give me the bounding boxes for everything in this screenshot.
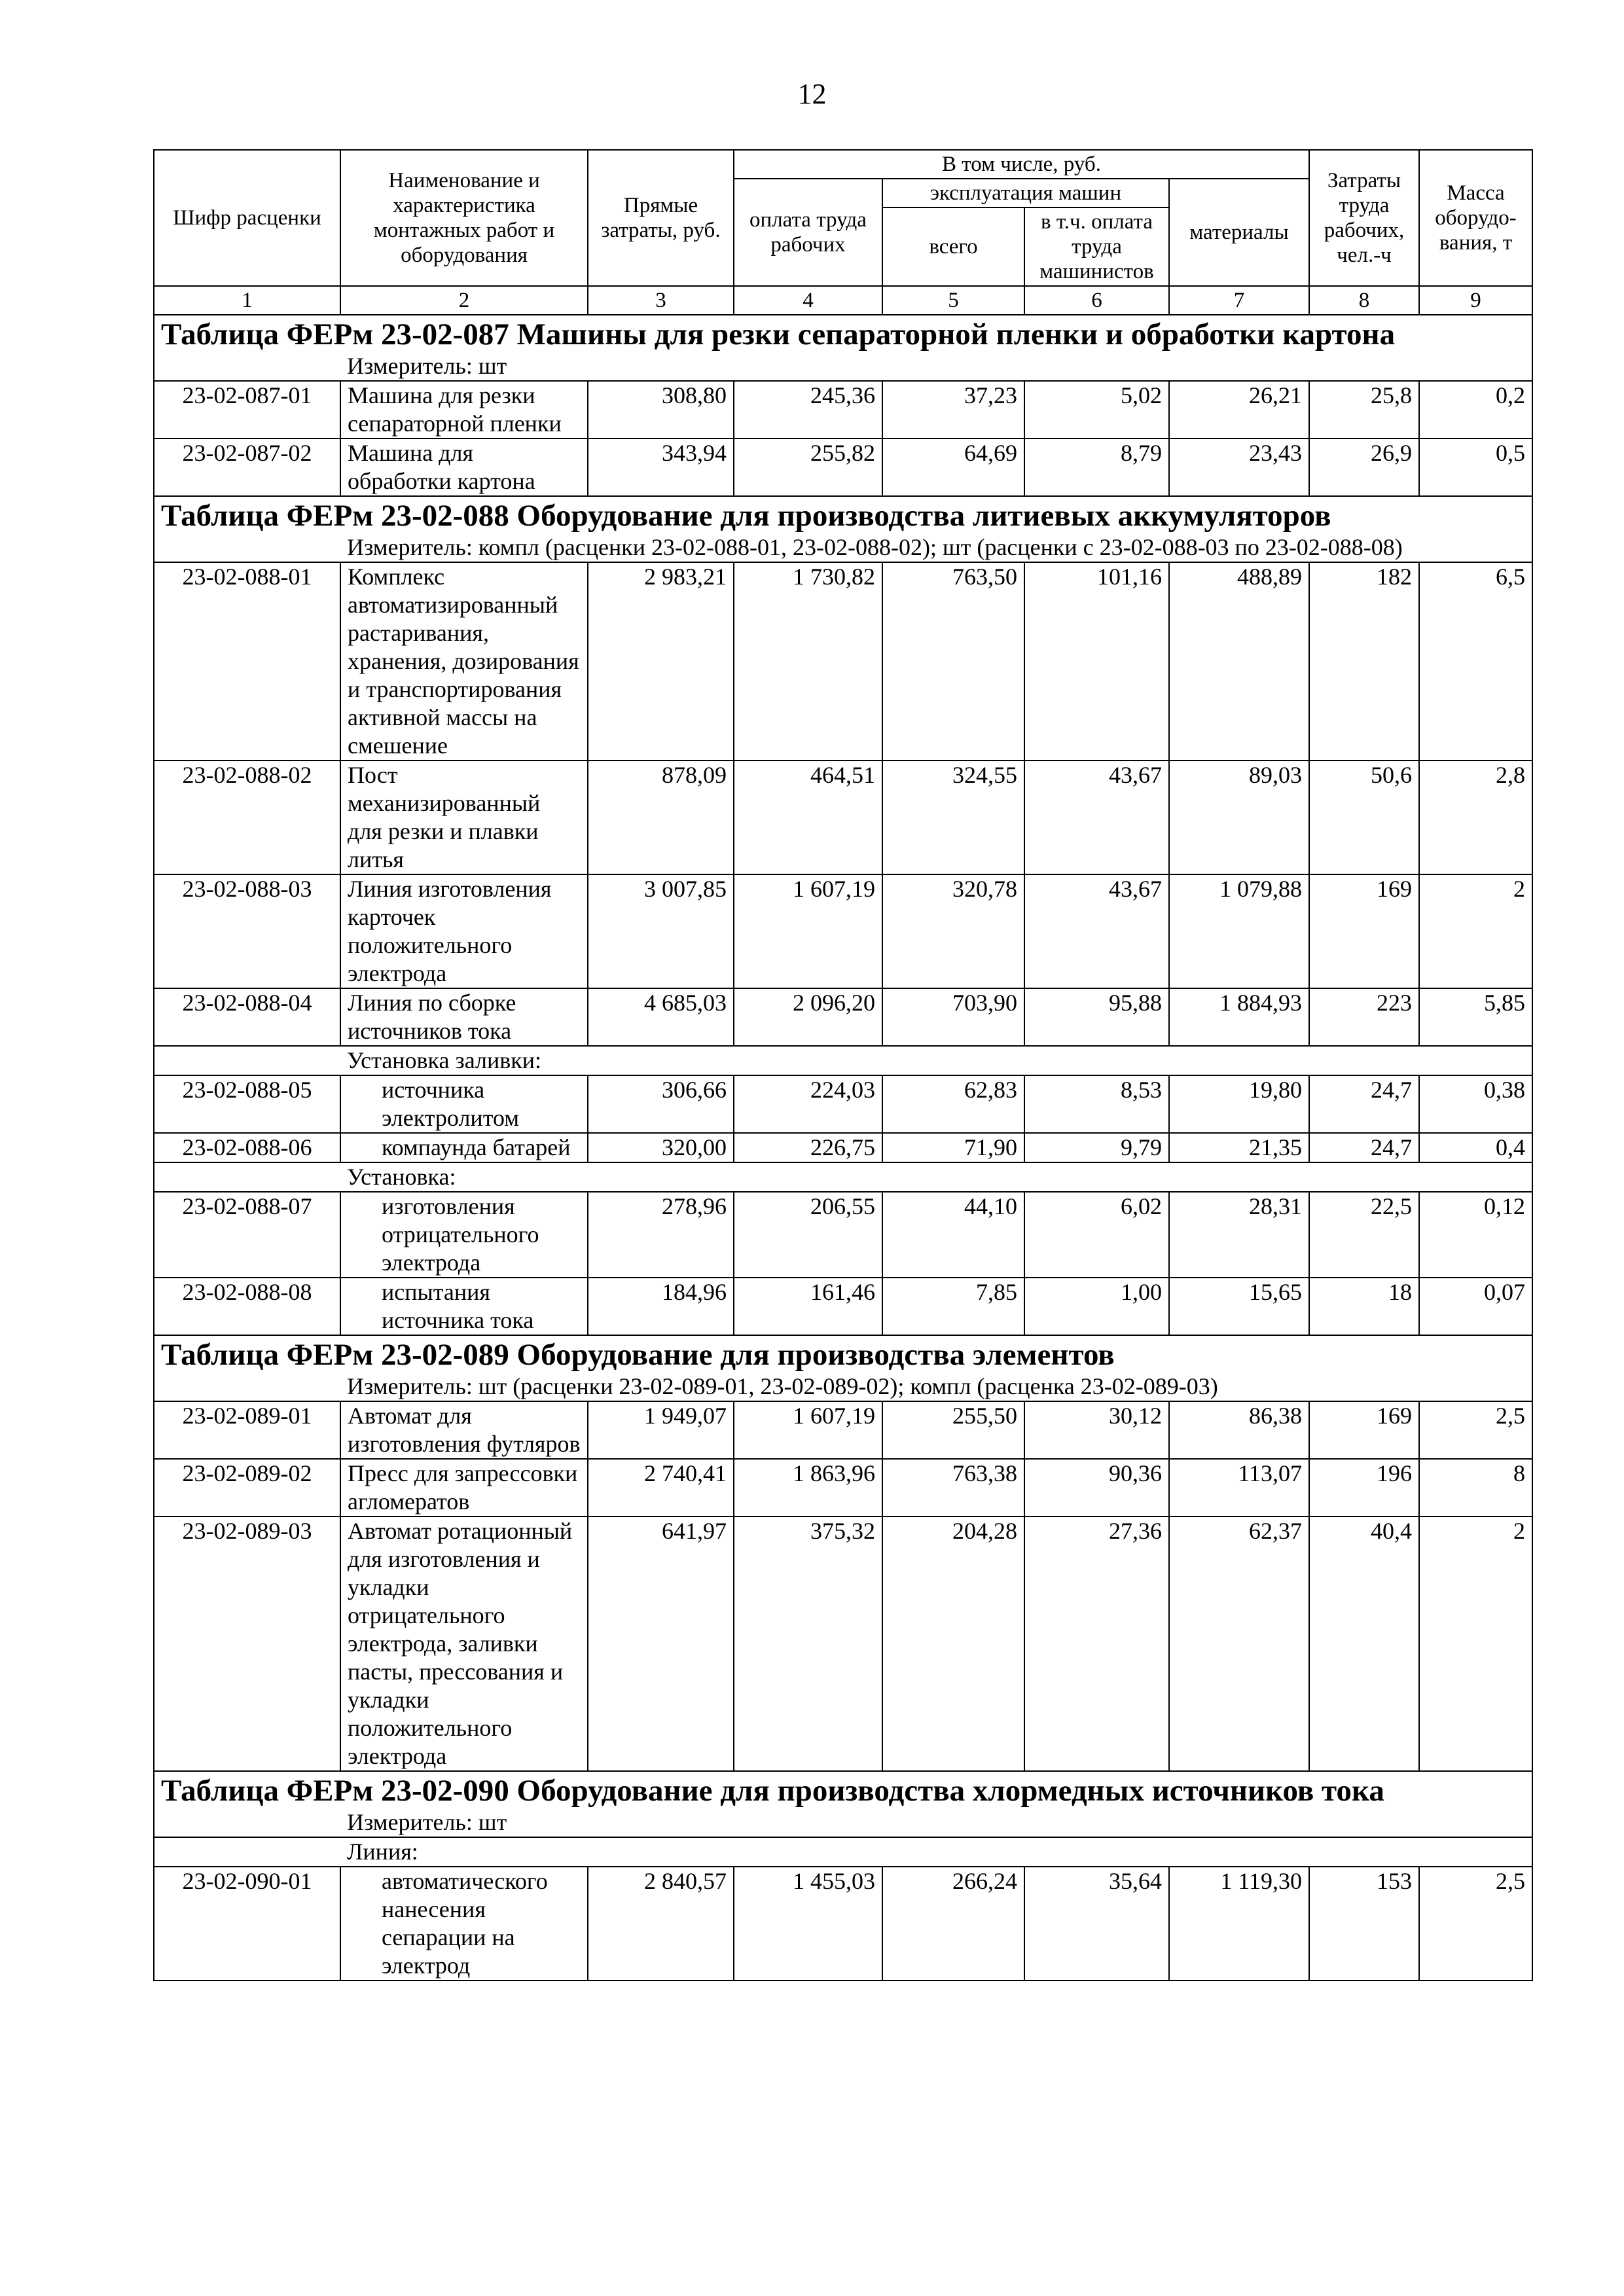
- cost-value: 255,50: [882, 1401, 1024, 1459]
- cost-value: 4 685,03: [588, 988, 734, 1046]
- work-name: Пост механизированный для резки и плавки литья: [340, 761, 588, 874]
- rate-code: 23-02-087-02: [154, 439, 340, 496]
- cost-value: 641,97: [588, 1516, 734, 1771]
- cost-value: 0,12: [1419, 1192, 1532, 1278]
- cost-value: 6,5: [1419, 562, 1532, 761]
- cost-value: 101,16: [1024, 562, 1169, 761]
- cost-value: 44,10: [882, 1192, 1024, 1278]
- group-label-row: [154, 1837, 1532, 1867]
- cost-value: 1 119,30: [1169, 1867, 1309, 1981]
- cost-value: 21,35: [1169, 1133, 1309, 1162]
- cost-value: 169: [1309, 874, 1419, 988]
- table-row: [154, 988, 1532, 1046]
- cost-value: 5,02: [1024, 381, 1169, 439]
- cost-value: 23,43: [1169, 439, 1309, 496]
- page-number: 12: [797, 78, 827, 110]
- header-name: Наименование и характеристика монтажных работ и оборудования: [340, 150, 588, 286]
- cost-value: 2,5: [1419, 1867, 1532, 1981]
- work-name: компаунда батарей: [340, 1133, 588, 1162]
- table-header: [154, 150, 1532, 315]
- cost-value: 1,00: [1024, 1278, 1169, 1335]
- cost-value: 1 455,03: [734, 1867, 882, 1981]
- group-label-row: [154, 1046, 1532, 1075]
- cost-value: 27,36: [1024, 1516, 1169, 1771]
- table-row: [154, 562, 1532, 761]
- work-name: Машина для резки сепараторной пленки: [340, 381, 588, 439]
- cost-value: 763,50: [882, 562, 1024, 761]
- cost-value: 24,7: [1309, 1075, 1419, 1133]
- measure-unit: Измеритель: шт (расценки 23-02-089-01, 23-02-089-02); компл (расценка 23-02-089-03): [154, 1372, 1532, 1401]
- cost-value: 2,8: [1419, 761, 1532, 874]
- cost-value: 25,8: [1309, 381, 1419, 439]
- cost-value: 40,4: [1309, 1516, 1419, 1771]
- cost-value: 9,79: [1024, 1133, 1169, 1162]
- cost-value: 278,96: [588, 1192, 734, 1278]
- column-number: 3: [588, 286, 734, 315]
- cost-value: 26,21: [1169, 381, 1309, 439]
- work-name: автоматического нанесения сепарации на электрод: [340, 1867, 588, 1981]
- cost-value: 7,85: [882, 1278, 1024, 1335]
- measure-unit: Измеритель: шт: [154, 352, 1532, 381]
- cost-value: 8: [1419, 1459, 1532, 1516]
- section-title-row: [154, 1771, 1532, 1808]
- header-labor-cost: Затраты труда рабочих, чел.-ч: [1309, 150, 1419, 286]
- table-row: [154, 1133, 1532, 1162]
- column-number: 5: [882, 286, 1024, 315]
- measure-unit-row: [154, 1372, 1532, 1401]
- header-machine-operation: эксплуатация машин: [882, 179, 1169, 207]
- table-row: [154, 381, 1532, 439]
- table-row: [154, 874, 1532, 988]
- cost-value: 703,90: [882, 988, 1024, 1046]
- section-title: Таблица ФЕРм 23-02-088 Оборудование для производства литиевых аккумуляторов: [154, 496, 1532, 533]
- cost-value: 71,90: [882, 1133, 1024, 1162]
- header-mass: Масса оборудо-вания, т: [1419, 150, 1532, 286]
- cost-value: 320,78: [882, 874, 1024, 988]
- cost-value: 324,55: [882, 761, 1024, 874]
- cost-value: 113,07: [1169, 1459, 1309, 1516]
- table-row: [154, 1192, 1532, 1278]
- rate-code: 23-02-088-03: [154, 874, 340, 988]
- column-number: 9: [1419, 286, 1532, 315]
- work-name: Пресс для запрессовки агломератов: [340, 1459, 588, 1516]
- cost-value: 308,80: [588, 381, 734, 439]
- cost-value: 878,09: [588, 761, 734, 874]
- column-number: 8: [1309, 286, 1419, 315]
- cost-value: 343,94: [588, 439, 734, 496]
- work-name: испытания источника тока: [340, 1278, 588, 1335]
- table-row: [154, 1278, 1532, 1335]
- rate-code: 23-02-089-03: [154, 1516, 340, 1771]
- measure-unit-row: [154, 533, 1532, 562]
- cost-value: 0,38: [1419, 1075, 1532, 1133]
- cost-value: 153: [1309, 1867, 1419, 1981]
- cost-value: 2,5: [1419, 1401, 1532, 1459]
- measure-unit: Измеритель: шт: [154, 1808, 1532, 1837]
- rate-code: 23-02-088-02: [154, 761, 340, 874]
- group-label: Установка:: [154, 1162, 1532, 1192]
- cost-value: 206,55: [734, 1192, 882, 1278]
- header-materials: материалы: [1169, 179, 1309, 286]
- table-row: [154, 1459, 1532, 1516]
- header-direct-costs: Прямые затраты, руб.: [588, 150, 734, 286]
- table-row: [154, 1401, 1532, 1459]
- cost-value: 18: [1309, 1278, 1419, 1335]
- cost-value: 1 730,82: [734, 562, 882, 761]
- cost-value: 43,67: [1024, 874, 1169, 988]
- table-row: [154, 1867, 1532, 1981]
- cost-value: 15,65: [1169, 1278, 1309, 1335]
- cost-value: 184,96: [588, 1278, 734, 1335]
- cost-value: 255,82: [734, 439, 882, 496]
- rate-code: 23-02-088-08: [154, 1278, 340, 1335]
- table-row: [154, 1075, 1532, 1133]
- cost-value: 1 863,96: [734, 1459, 882, 1516]
- cost-value: 245,36: [734, 381, 882, 439]
- table-row: [154, 761, 1532, 874]
- column-number: 4: [734, 286, 882, 315]
- section-title: Таблица ФЕРм 23-02-090 Оборудование для производства хлормедных источников тока: [154, 1771, 1532, 1808]
- column-numbers-row: [154, 286, 1532, 315]
- cost-value: 375,32: [734, 1516, 882, 1771]
- section-title: Таблица ФЕРм 23-02-089 Оборудование для производства элементов: [154, 1335, 1532, 1372]
- cost-value: 196: [1309, 1459, 1419, 1516]
- cost-value: 3 007,85: [588, 874, 734, 988]
- cost-value: 204,28: [882, 1516, 1024, 1771]
- work-name: Комплекс автоматизированный растаривания, хранения, дозирования и транспортирования активной массы на смешение: [340, 562, 588, 761]
- cost-value: 488,89: [1169, 562, 1309, 761]
- cost-value: 2 840,57: [588, 1867, 734, 1981]
- rate-code: 23-02-088-06: [154, 1133, 340, 1162]
- cost-value: 0,07: [1419, 1278, 1532, 1335]
- cost-value: 64,69: [882, 439, 1024, 496]
- cost-value: 5,85: [1419, 988, 1532, 1046]
- header-code: Шифр расценки: [154, 150, 340, 286]
- cost-value: 35,64: [1024, 1867, 1169, 1981]
- column-number: 1: [154, 286, 340, 315]
- header-machine-total: всего: [882, 207, 1024, 286]
- work-name: Автомат ротационный для изготовления и укладки отрицательного электрода, заливки пасты, прессования и укладки положительного электрода: [340, 1516, 588, 1771]
- cost-value: 1 607,19: [734, 874, 882, 988]
- header-machinist-pay: в т.ч. оплата труда машинистов: [1024, 207, 1169, 286]
- cost-value: 224,03: [734, 1075, 882, 1133]
- rate-code: 23-02-087-01: [154, 381, 340, 439]
- cost-value: 0,4: [1419, 1133, 1532, 1162]
- cost-value: 169: [1309, 1401, 1419, 1459]
- work-name: изготовления отрицательного электрода: [340, 1192, 588, 1278]
- column-number: 6: [1024, 286, 1169, 315]
- cost-value: 223: [1309, 988, 1419, 1046]
- work-name: Линия изготовления карточек положительного электрода: [340, 874, 588, 988]
- cost-value: 1 884,93: [1169, 988, 1309, 1046]
- work-name: Машина для обработки картона: [340, 439, 588, 496]
- cost-value: 30,12: [1024, 1401, 1169, 1459]
- group-label-row: [154, 1162, 1532, 1192]
- cost-value: 464,51: [734, 761, 882, 874]
- cost-value: 2 740,41: [588, 1459, 734, 1516]
- rate-code: 23-02-088-05: [154, 1075, 340, 1133]
- cost-value: 89,03: [1169, 761, 1309, 874]
- rate-code: 23-02-089-01: [154, 1401, 340, 1459]
- work-name: Линия по сборке источников тока: [340, 988, 588, 1046]
- work-name: источника электролитом: [340, 1075, 588, 1133]
- header-including: В том числе, руб.: [734, 150, 1309, 179]
- section-title: Таблица ФЕРм 23-02-087 Машины для резки сепараторной пленки и обработки картона: [154, 315, 1532, 352]
- cost-value: 8,79: [1024, 439, 1169, 496]
- cost-value: 0,5: [1419, 439, 1532, 496]
- column-number: 2: [340, 286, 588, 315]
- cost-value: 43,67: [1024, 761, 1169, 874]
- section-title-row: [154, 496, 1532, 533]
- rate-code: 23-02-089-02: [154, 1459, 340, 1516]
- table-row: [154, 439, 1532, 496]
- measure-unit-row: [154, 352, 1532, 381]
- cost-value: 161,46: [734, 1278, 882, 1335]
- cost-value: 320,00: [588, 1133, 734, 1162]
- cost-value: 90,36: [1024, 1459, 1169, 1516]
- cost-value: 2: [1419, 1516, 1532, 1771]
- section-title-row: [154, 315, 1532, 352]
- cost-value: 95,88: [1024, 988, 1169, 1046]
- cost-value: 1 079,88: [1169, 874, 1309, 988]
- header-labor-pay: оплата труда рабочих: [734, 179, 882, 286]
- cost-value: 306,66: [588, 1075, 734, 1133]
- cost-value: 266,24: [882, 1867, 1024, 1981]
- rate-code: 23-02-088-01: [154, 562, 340, 761]
- measure-unit: Измеритель: компл (расценки 23-02-088-01, 23-02-088-02); шт (расценки с 23-02-088-03 по 23-02-088-08): [154, 533, 1532, 562]
- cost-value: 86,38: [1169, 1401, 1309, 1459]
- column-number: 7: [1169, 286, 1309, 315]
- cost-value: 19,80: [1169, 1075, 1309, 1133]
- cost-value: 22,5: [1309, 1192, 1419, 1278]
- cost-value: 1 607,19: [734, 1401, 882, 1459]
- group-label: Установка заливки:: [154, 1046, 1532, 1075]
- cost-value: 2: [1419, 874, 1532, 988]
- cost-value: 37,23: [882, 381, 1024, 439]
- table-row: [154, 1516, 1532, 1771]
- table-body: [154, 315, 1532, 1981]
- cost-value: 2 096,20: [734, 988, 882, 1046]
- cost-value: 182: [1309, 562, 1419, 761]
- cost-value: 26,9: [1309, 439, 1419, 496]
- cost-value: 28,31: [1169, 1192, 1309, 1278]
- rate-code: 23-02-090-01: [154, 1867, 340, 1981]
- rate-code: 23-02-088-04: [154, 988, 340, 1046]
- price-table: [153, 149, 1533, 1981]
- cost-value: 763,38: [882, 1459, 1024, 1516]
- rate-code: 23-02-088-07: [154, 1192, 340, 1278]
- cost-value: 62,83: [882, 1075, 1024, 1133]
- cost-value: 0,2: [1419, 381, 1532, 439]
- measure-unit-row: [154, 1808, 1532, 1837]
- cost-value: 50,6: [1309, 761, 1419, 874]
- group-label: Линия:: [154, 1837, 1532, 1867]
- cost-value: 2 983,21: [588, 562, 734, 761]
- cost-value: 24,7: [1309, 1133, 1419, 1162]
- work-name: Автомат для изготовления футляров: [340, 1401, 588, 1459]
- section-title-row: [154, 1335, 1532, 1372]
- cost-value: 8,53: [1024, 1075, 1169, 1133]
- cost-value: 6,02: [1024, 1192, 1169, 1278]
- cost-value: 226,75: [734, 1133, 882, 1162]
- cost-value: 1 949,07: [588, 1401, 734, 1459]
- cost-value: 62,37: [1169, 1516, 1309, 1771]
